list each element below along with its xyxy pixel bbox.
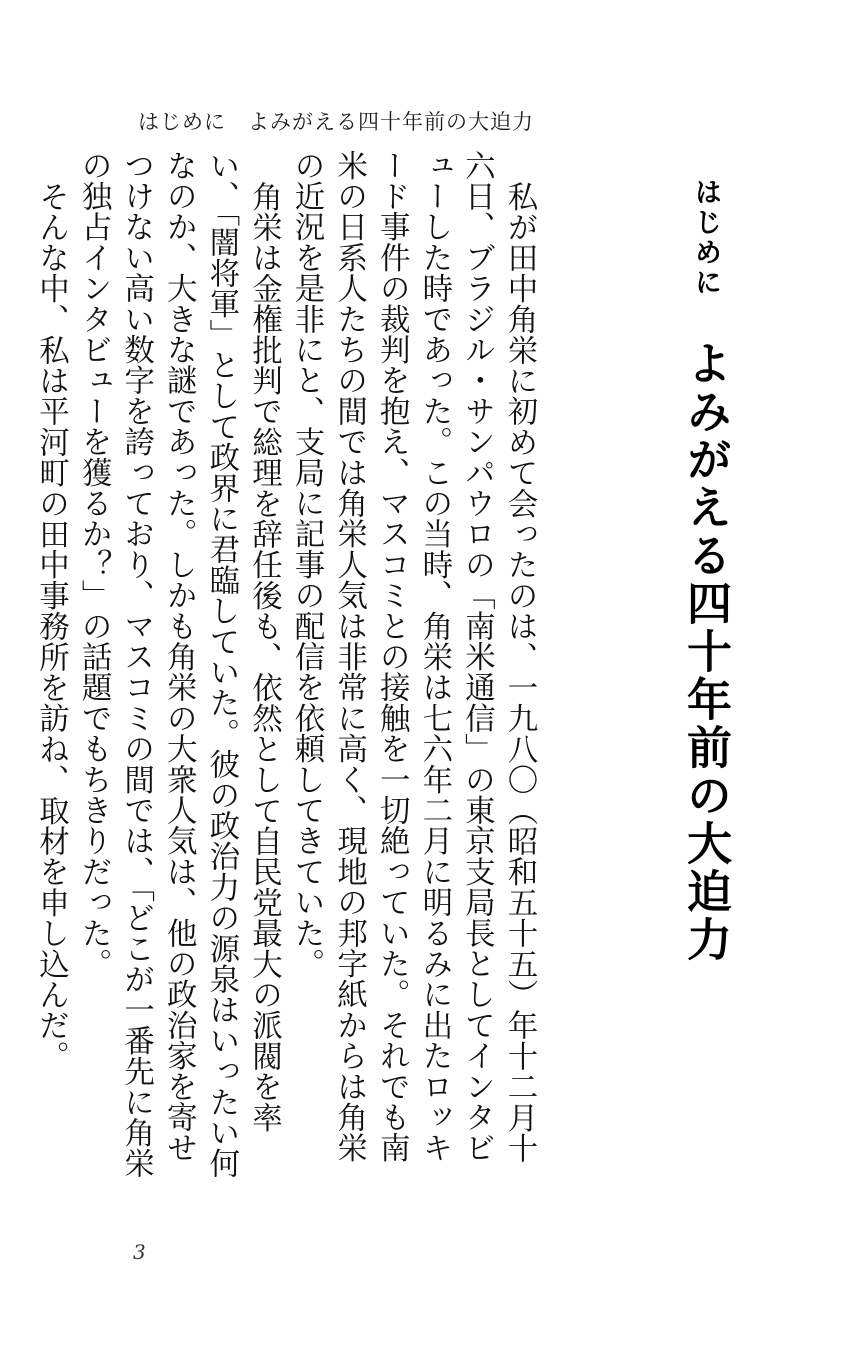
chapter-label: はじめに — [690, 178, 721, 298]
chapter-title: よみがえる四十年前の大迫力 — [679, 340, 732, 964]
chapter-heading — [679, 178, 738, 964]
page-number: 3 — [133, 1240, 146, 1264]
paragraph-2: 角栄は金権批判で総理を辞任後も、依然として自民党最大の派閥を率い、「闇将軍」として政界に君臨していた。彼の政治力の源泉はいったい何なのか、大きな謎であった。しかも角栄の大衆人気は、他の政治家を寄せつけない高い数字を誇っており、マスコミの間では、「どこが一番先に角栄の独占インタビューを獲るか？」の話題でもちきりだった。 — [76, 150, 282, 1179]
running-head: はじめに よみがえる四十年前の大迫力 — [138, 110, 534, 134]
body-text — [33, 150, 540, 1190]
paragraph-1: 私が田中角栄に初めて会ったのは、一九八〇（昭和五十五）年十二月十六日、ブラジル・サンパウロの「南米通信」の東京支局長としてインタビューした時であった。この当時、角栄は七六年二月に明るみに出たロッキード事件の裁判を抱え、マスコミとの接触を一切絶っていた。それでも南米の日系人たちの間では角栄人気は非常に高く、現地の邦字紙からは角栄の近況を是非にと、支局に記事の配信を依頼してきていた。 — [289, 150, 537, 1164]
paragraph-3: そんな中、私は平河町の田中事務所を訪ね、取材を申し込んだ。 — [33, 180, 69, 1071]
